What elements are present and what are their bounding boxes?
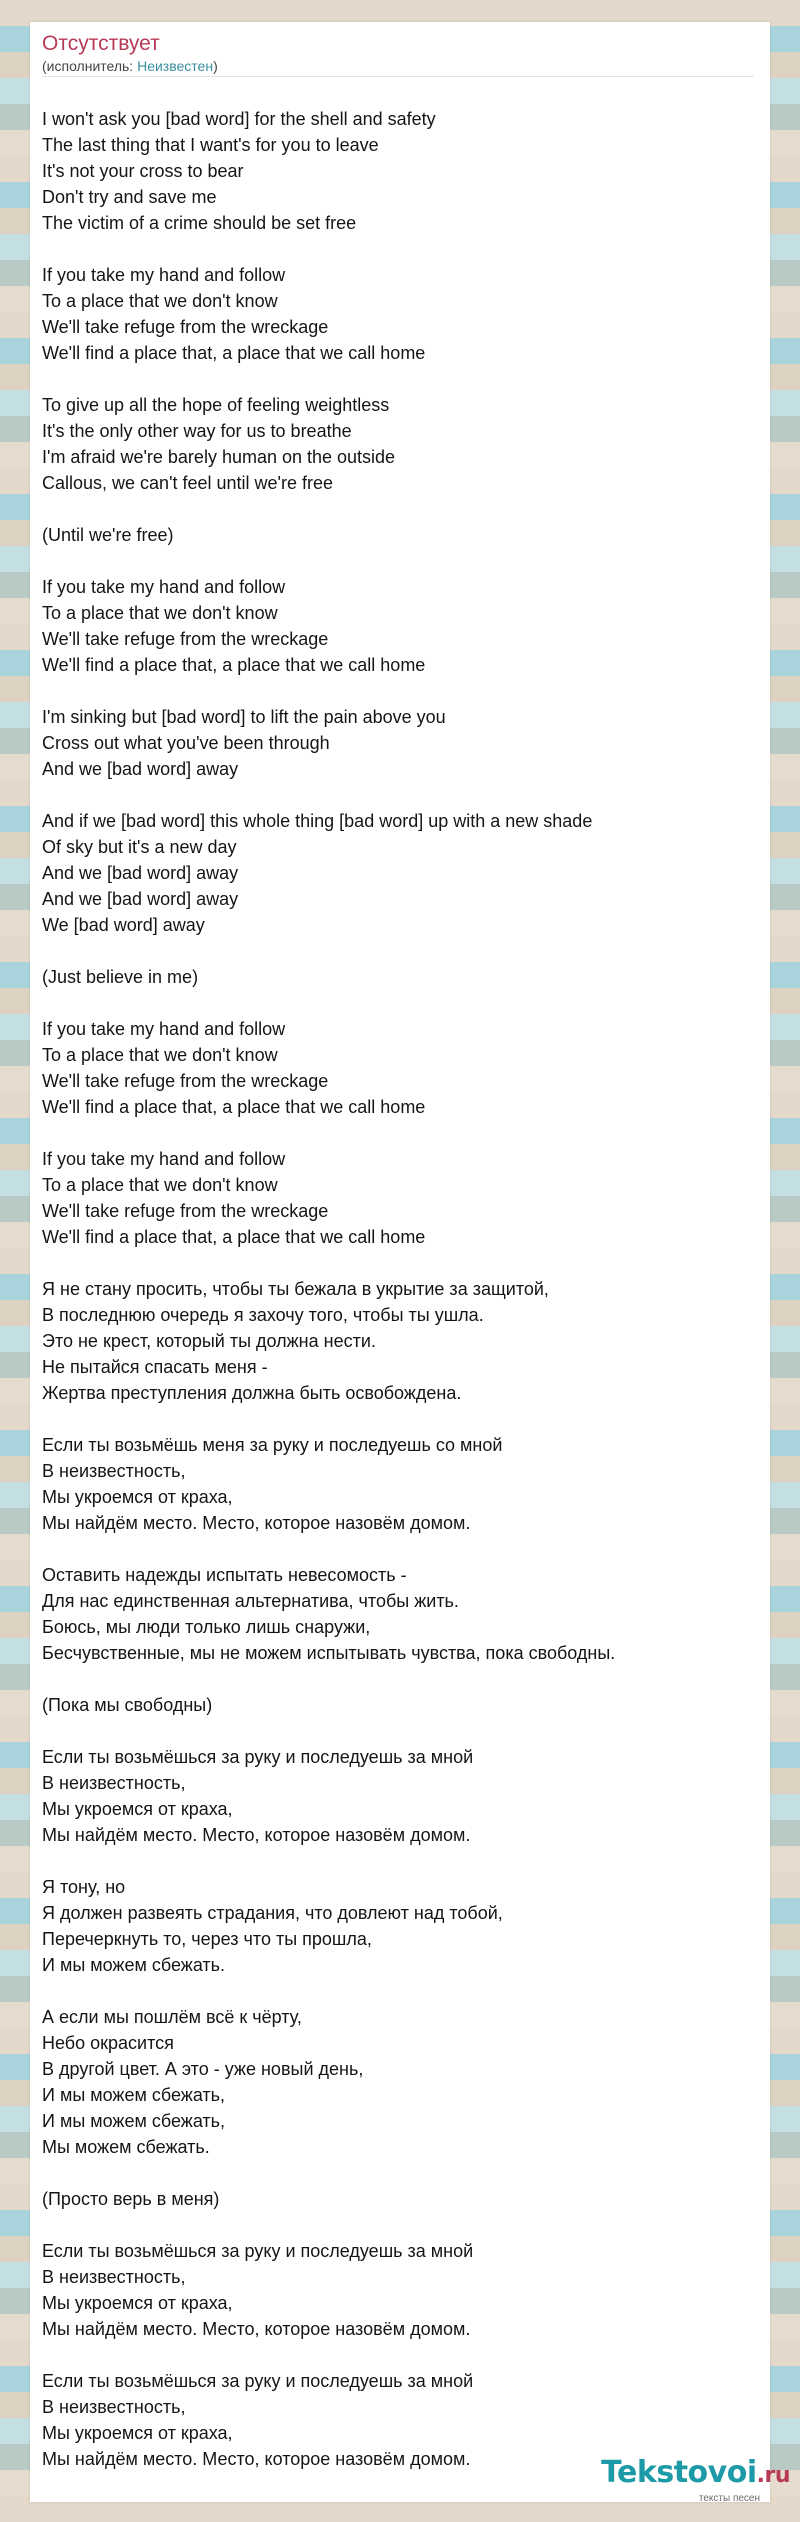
lyric-line: Callous, we can't feel until we're free [42,473,334,493]
lyric-line: Если ты возьмёшь меня за руку и последуешь со мной [42,1435,503,1455]
lyric-line: Мы найдём место. Место, которое назовём домом. [42,1825,471,1845]
lyric-line: Если ты возьмёшься за руку и последуешь за мной [42,2371,474,2391]
lyric-line: В другой цвет. А это - уже новый день, [42,2059,364,2079]
lyric-line: Мы найдём место. Место, которое назовём домом. [42,1513,471,1533]
lyric-line: Я не стану просить, чтобы ты бежала в укрытие за защитой, [42,1279,549,1299]
lyric-blank-line [42,1536,754,1562]
lyric-line: В последнюю очередь я захочу того, чтобы ты ушла. [42,1305,484,1325]
lyric-line: Мы укроемся от краха, [42,2293,233,2313]
lyric-blank-line [42,236,754,262]
lyric-blank-line [42,2342,754,2368]
lyric-line: To a place that we don't know [42,291,278,311]
lyrics-text [42,106,754,2472]
lyric-blank-line [42,782,754,808]
lyric-line: (Просто верь в меня) [42,2189,220,2209]
artist-prefix: (исполнитель: [42,58,138,74]
lyric-line: Не пытайся спасать меня - [42,1357,268,1377]
lyric-line: Для нас единственная альтернатива, чтобы жить. [42,1591,459,1611]
lyric-blank-line [42,1666,754,1692]
logo-wordmark [566,2456,790,2493]
lyric-line: And we [bad word] away [42,889,239,909]
logo-tld: .ru [756,2463,790,2488]
lyric-line: To a place that we don't know [42,603,278,623]
lyric-blank-line [42,548,754,574]
lyric-line: And we [bad word] away [42,759,239,779]
lyric-blank-line [42,1978,754,2004]
lyric-line: А если мы пошлём всё к чёрту, [42,2007,302,2027]
lyric-line: Мы найдём место. Место, которое назовём домом. [42,2319,471,2339]
song-header [42,30,754,77]
lyric-line: В неизвестность, [42,2267,186,2287]
lyric-line: To a place that we don't know [42,1175,278,1195]
lyric-line: We'll find a place that, a place that we call home [42,1227,426,1247]
page-title: Отсутствует [42,32,160,55]
lyric-line: We'll find a place that, a place that we call home [42,343,426,363]
lyric-line: Мы можем сбежать. [42,2137,210,2157]
lyric-line: The last thing that I want's for you to leave [42,135,379,155]
lyric-blank-line [42,1120,754,1146]
lyric-line: We'll find a place that, a place that we call home [42,1097,426,1117]
lyric-blank-line [42,366,754,392]
lyric-line: И мы можем сбежать. [42,1955,226,1975]
lyric-line: We'll take refuge from the wreckage [42,1071,329,1091]
lyric-blank-line [42,2212,754,2238]
lyric-blank-line [42,1718,754,1744]
lyric-line: Don't try and save me [42,187,217,207]
lyric-line: И мы можем сбежать, [42,2111,226,2131]
lyric-line: Оставить надежды испытать невесомость - [42,1565,407,1585]
lyric-line: Бесчувственные, мы не можем испытывать чувства, пока свободны. [42,1643,616,1663]
lyric-blank-line [42,1406,754,1432]
lyric-line: Перечеркнуть то, через что ты прошла, [42,1929,372,1949]
site-logo[interactable] [566,2456,790,2505]
lyric-line: It's the only other way for us to breathe [42,421,352,441]
lyric-line: В неизвестность, [42,2397,186,2417]
lyric-line: Если ты возьмёшься за руку и последуешь за мной [42,1747,474,1767]
lyric-line: It's not your cross to bear [42,161,244,181]
lyrics-card [30,22,770,2502]
lyric-blank-line [42,990,754,1016]
lyric-line: We [bad word] away [42,915,205,935]
lyric-line: Of sky but it's a new day [42,837,237,857]
lyric-blank-line [42,678,754,704]
lyric-line: Я тону, но [42,1877,126,1897]
lyric-line: We'll take refuge from the wreckage [42,629,329,649]
lyric-line: (Пока мы свободны) [42,1695,213,1715]
lyric-line: If you take my hand and follow [42,1019,286,1039]
lyric-line: I'm afraid we're barely human on the outside [42,447,396,467]
artist-link[interactable]: Неизвестен [137,58,214,74]
lyric-line: To give up all the hope of feeling weightless [42,395,390,415]
lyric-line: And if we [bad word] this whole thing [bad word] up with a new shade [42,811,593,831]
lyric-line: В неизвестность, [42,1461,186,1481]
artist-line [42,58,754,74]
lyric-line: (Until we're free) [42,525,174,545]
logo-tagline: тексты песен [698,2493,760,2504]
lyric-line: We'll find a place that, a place that we call home [42,655,426,675]
lyric-line: Мы укроемся от краха, [42,1799,233,1819]
lyric-line: To a place that we don't know [42,1045,278,1065]
lyric-line: Я должен развеять страдания, что довлеют над тобой, [42,1903,503,1923]
lyric-blank-line [42,496,754,522]
lyric-line: Мы укроемся от краха, [42,2423,233,2443]
lyric-line: Мы найдём место. Место, которое назовём домом. [42,2449,471,2469]
lyric-line: And we [bad word] away [42,863,239,883]
lyric-blank-line [42,1250,754,1276]
lyric-blank-line [42,1848,754,1874]
lyric-line: If you take my hand and follow [42,265,286,285]
lyric-line: I'm sinking but [bad word] to lift the pain above you [42,707,446,727]
lyric-line: Жертва преступления должна быть освобождена. [42,1383,462,1403]
lyric-line: If you take my hand and follow [42,577,286,597]
lyric-line: I won't ask you [bad word] for the shell and safety [42,109,436,129]
logo-name: Tekstovoi [601,2455,757,2490]
lyric-line: Cross out what you've been through [42,733,330,753]
lyric-line: (Just believe in me) [42,967,199,987]
lyric-line: Боюсь, мы люди только лишь снаружи, [42,1617,371,1637]
lyric-line: If you take my hand and follow [42,1149,286,1169]
artist-suffix: ) [213,58,218,74]
lyric-blank-line [42,938,754,964]
lyric-blank-line [42,2160,754,2186]
lyric-line: Если ты возьмёшься за руку и последуешь за мной [42,2241,474,2261]
lyric-line: Мы укроемся от краха, [42,1487,233,1507]
lyric-line: The victim of a crime should be set free [42,213,357,233]
lyric-line: И мы можем сбежать, [42,2085,226,2105]
lyric-line: Небо окрасится [42,2033,174,2053]
lyric-line: We'll take refuge from the wreckage [42,1201,329,1221]
lyric-line: Это не крест, который ты должна нести. [42,1331,376,1351]
lyric-line: We'll take refuge from the wreckage [42,317,329,337]
lyric-line: В неизвестность, [42,1773,186,1793]
